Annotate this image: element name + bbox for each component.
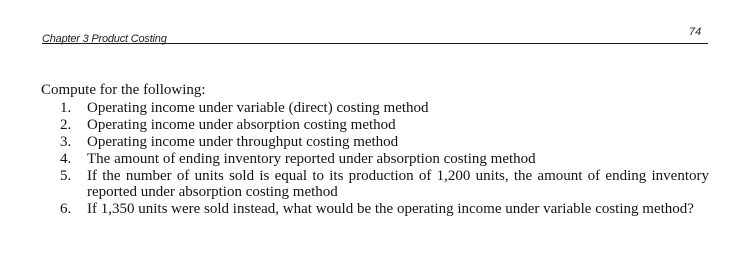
question-text: Operating income under throughput costing method	[87, 133, 399, 150]
question-number: 3.	[60, 133, 72, 150]
question-item-6	[41, 201, 709, 218]
question-text: Operating income under variable (direct) costing method	[87, 99, 429, 116]
page-number: 74	[689, 26, 702, 38]
question-text: Operating income under absorption costing method	[87, 116, 396, 133]
question-item-1	[41, 100, 709, 117]
question-number: 1.	[60, 99, 72, 116]
exercise-body	[41, 82, 709, 218]
header-rule	[42, 43, 708, 44]
question-number: 2.	[60, 116, 72, 133]
exercise-instruction: Compute for the following:	[41, 82, 206, 98]
question-item-3	[41, 134, 709, 151]
question-item-2	[41, 117, 709, 134]
question-number: 6.	[60, 201, 72, 218]
question-text: If 1,350 units were sold instead, what would be the operating income under variable costing method?	[87, 201, 694, 218]
question-number: 4.	[60, 150, 72, 167]
question-text: The amount of ending inventory reported under absorption costing method	[87, 150, 536, 167]
question-text: If the number of units sold is equal to its production of 1,200 units, the amount of ending inventory reported under absorption costing method	[87, 167, 709, 201]
question-number: 5.	[60, 167, 72, 184]
question-list	[41, 100, 709, 218]
question-item-4	[41, 151, 709, 168]
question-item-5	[41, 168, 709, 202]
chapter-running-header: Chapter 3 Product Costing	[42, 33, 167, 45]
